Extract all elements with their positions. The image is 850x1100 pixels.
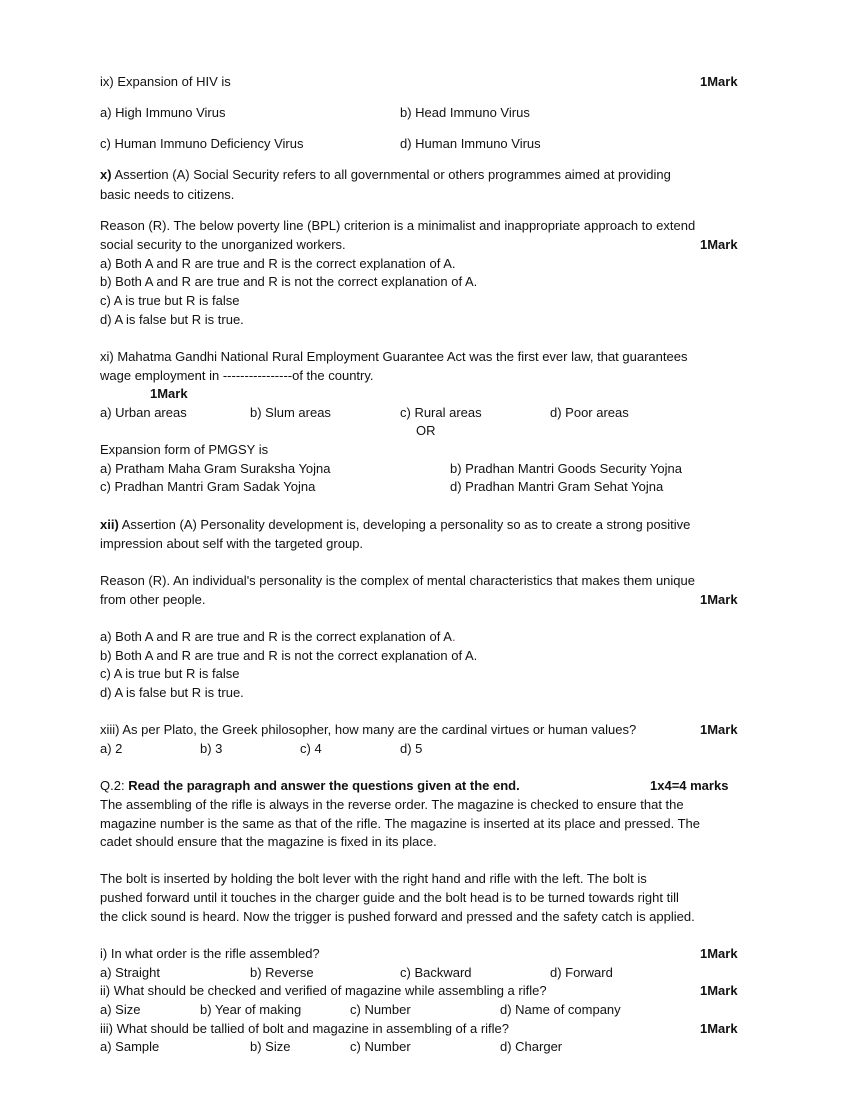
sub-question-3-option-b: b) Size: [250, 1039, 291, 1054]
sub-question-2-title: ii) What should be checked and verified of magazine while assembling a rifle?: [100, 983, 547, 998]
sub-question-3-mark: 1Mark: [700, 1021, 738, 1036]
sub-question-1-option-a: a) Straight: [100, 965, 160, 980]
question-10-reason: Reason (R). The below poverty line (BPL) criterion is a minimalist and inappropriate approach to extend: [100, 218, 696, 233]
question-12-option-a: [100, 628, 456, 645]
question-13-option-c: c) 4: [300, 741, 322, 756]
question-10-option-c: c) A is true but R is false: [100, 293, 240, 308]
question-11-title-line-2: wage employment in ----------------of the country.: [100, 368, 374, 383]
question-13-title: xiii) As per Plato, the Greek philosopher, how many are the cardinal virtues or human values?: [100, 722, 637, 737]
sub-question-3-option-c: c) Number: [350, 1039, 411, 1054]
question-12-option-a-text: a) Both A and R are true and R is the correct explanation of A: [100, 629, 452, 644]
question-10-assertion-line-2: basic needs to citizens.: [100, 187, 235, 202]
sub-question-2-option-d: d) Name of company: [500, 1002, 621, 1017]
question-11-option-c: c) Rural areas: [400, 405, 482, 420]
question-10-mark: 1Mark: [700, 237, 738, 252]
question-13-option-b: b) 3: [200, 741, 223, 756]
sub-question-1-option-d: d) Forward: [550, 965, 613, 980]
section-2-heading: [100, 777, 520, 794]
question-10-number: x): [100, 167, 112, 182]
question-11-alt-option-c: c) Pradhan Mantri Gram Sadak Yojna: [100, 479, 316, 494]
sub-question-2-option-b: b) Year of making: [200, 1002, 302, 1017]
question-10-assertion: [100, 166, 671, 183]
section-2-instruction: Read the paragraph and answer the questions given at the end.: [128, 778, 520, 793]
question-11-alt-option-a: a) Pratham Maha Gram Suraksha Yojna: [100, 461, 331, 476]
sub-question-3-option-d: d) Charger: [500, 1039, 563, 1054]
question-11-or: OR: [416, 423, 436, 438]
question-9-mark: 1Mark: [700, 74, 738, 89]
question-12-assertion: [100, 516, 690, 533]
question-11-option-d: d) Poor areas: [550, 405, 629, 420]
question-10-option-b: b) Both A and R are true and R is not the correct explanation of A.: [100, 274, 478, 289]
paragraph-2-line-1: The bolt is inserted by holding the bolt lever with the right hand and rifle with the left. The bolt is: [100, 871, 647, 886]
question-9-option-b: b) Head Immuno Virus: [400, 105, 530, 120]
sub-question-1-mark: 1Mark: [700, 946, 738, 961]
sub-question-2-mark: 1Mark: [700, 983, 738, 998]
sub-question-1-option-b: b) Reverse: [250, 965, 314, 980]
question-12-option-d: d) A is false but R is true.: [100, 685, 244, 700]
sub-question-2-option-c: c) Number: [350, 1002, 411, 1017]
question-12-reason: Reason (R). An individual's personality is the complex of mental characteristics that makes them unique: [100, 573, 695, 588]
question-11-alt-title: Expansion form of PMGSY is: [100, 442, 269, 457]
sub-question-3-option-a: a) Sample: [100, 1039, 160, 1054]
paragraph-1-line-2: magazine number is the same as that of the rifle. The magazine is inserted at its place and pressed. The: [100, 816, 701, 831]
sub-question-2-option-a: a) Size: [100, 1002, 141, 1017]
paragraph-1-line-3: cadet should ensure that the magazine is fixed in its place.: [100, 834, 437, 849]
question-12-option-c: c) A is true but R is false: [100, 666, 240, 681]
question-12-option-a-period: .: [451, 629, 456, 644]
question-10-reason-line-2: social security to the unorganized workers.: [100, 237, 346, 252]
question-9-title: ix) Expansion of HIV is: [100, 74, 231, 89]
question-11-option-a: a) Urban areas: [100, 405, 187, 420]
sub-question-1-title: i) In what order is the rifle assembled?: [100, 946, 320, 961]
question-12-option-b: b) Both A and R are true and R is not the correct explanation of A.: [100, 648, 478, 663]
question-11-option-b: b) Slum areas: [250, 405, 331, 420]
question-12-assertion-line-2: impression about self with the targeted group.: [100, 536, 364, 551]
question-12-mark: 1Mark: [700, 592, 738, 607]
question-9-option-d: d) Human Immuno Virus: [400, 136, 541, 151]
paragraph-2-line-3: the click sound is heard. Now the trigger is pushed forward and pressed and the safety catch is applied.: [100, 909, 695, 924]
question-11-alt-option-d: d) Pradhan Mantri Gram Sehat Yojna: [450, 479, 664, 494]
question-10-option-d: d) A is false but R is true.: [100, 312, 244, 327]
question-11-mark: 1Mark: [150, 386, 188, 401]
question-10-assertion-text: Assertion (A) Social Security refers to all governmental or others programmes aimed at providing: [111, 167, 671, 182]
question-9-option-c: c) Human Immuno Deficiency Virus: [100, 136, 304, 151]
question-13-mark: 1Mark: [700, 722, 738, 737]
paragraph-1-line-1: The assembling of the rifle is always in the reverse order. The magazine is checked to ensure that the: [100, 797, 684, 812]
sub-question-1-option-c: c) Backward: [400, 965, 472, 980]
question-11-alt-option-b: b) Pradhan Mantri Goods Security Yojna: [450, 461, 682, 476]
section-2-marks: 1x4=4 marks: [650, 778, 729, 793]
section-2-prefix: Q.2:: [100, 778, 129, 793]
question-10-option-a: a) Both A and R are true and R is the correct explanation of A.: [100, 256, 456, 271]
question-13-option-d: d) 5: [400, 741, 423, 756]
question-12-reason-line-2: from other people.: [100, 592, 206, 607]
question-9-option-a: a) High Immuno Virus: [100, 105, 226, 120]
paragraph-2-line-2: pushed forward until it touches in the charger guide and the bolt head is to be turned towards right till: [100, 890, 679, 905]
question-13-option-a: a) 2: [100, 741, 123, 756]
sub-question-3-title: iii) What should be tallied of bolt and magazine in assembling of a rifle?: [100, 1021, 510, 1036]
question-12-assertion-text: Assertion (A) Personality development is, developing a personality so as to create a strong positive: [118, 517, 691, 532]
question-11-title: xi) Mahatma Gandhi National Rural Employment Guarantee Act was the first ever law, that guarantees: [100, 349, 688, 364]
question-12-number: xii): [100, 517, 119, 532]
